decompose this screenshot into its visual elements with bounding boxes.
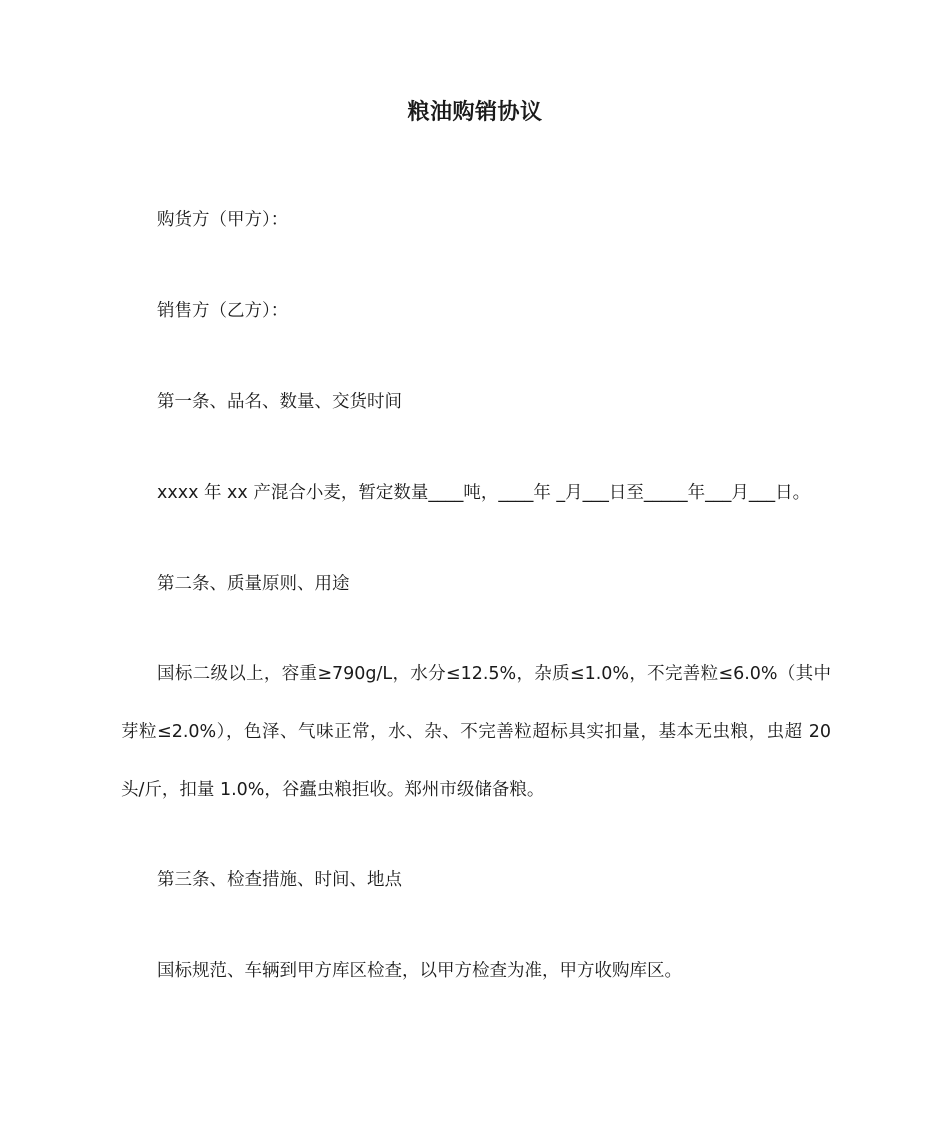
- document-title: 粮油购销协议: [407, 100, 543, 125]
- article3-body: 国标规范、车辆到甲方库区检查，以甲方检查为准，甲方收购库区。: [157, 961, 682, 981]
- buyer-label: 购货方（甲方）：: [157, 210, 289, 230]
- article2-body: 国标二级以上，容重≥790g/L，水分≤12.5%，杂质≤1.0%，不完善粒≤6.0%（其中芽粒≤2.0%），色泽、气味正常，水、杂、不完善粒超标具实扣量，基本无虫粮，虫超 20 头/斤，扣量 1.0%，谷蠹虫粮拒收。郑州市级储备粮。: [121, 664, 831, 800]
- article2-heading: 第二条、质量原则、用途: [157, 574, 350, 594]
- seller-label: 销售方（乙方）：: [157, 301, 289, 321]
- article3-heading: 第三条、检查措施、时间、地点: [157, 870, 402, 890]
- article1-heading: 第一条、品名、数量、交货时间: [157, 392, 402, 412]
- article1-body: xxxx 年 xx 产混合小麦，暂定数量____吨，____年 _月___日至_____年___月___日。: [157, 483, 811, 503]
